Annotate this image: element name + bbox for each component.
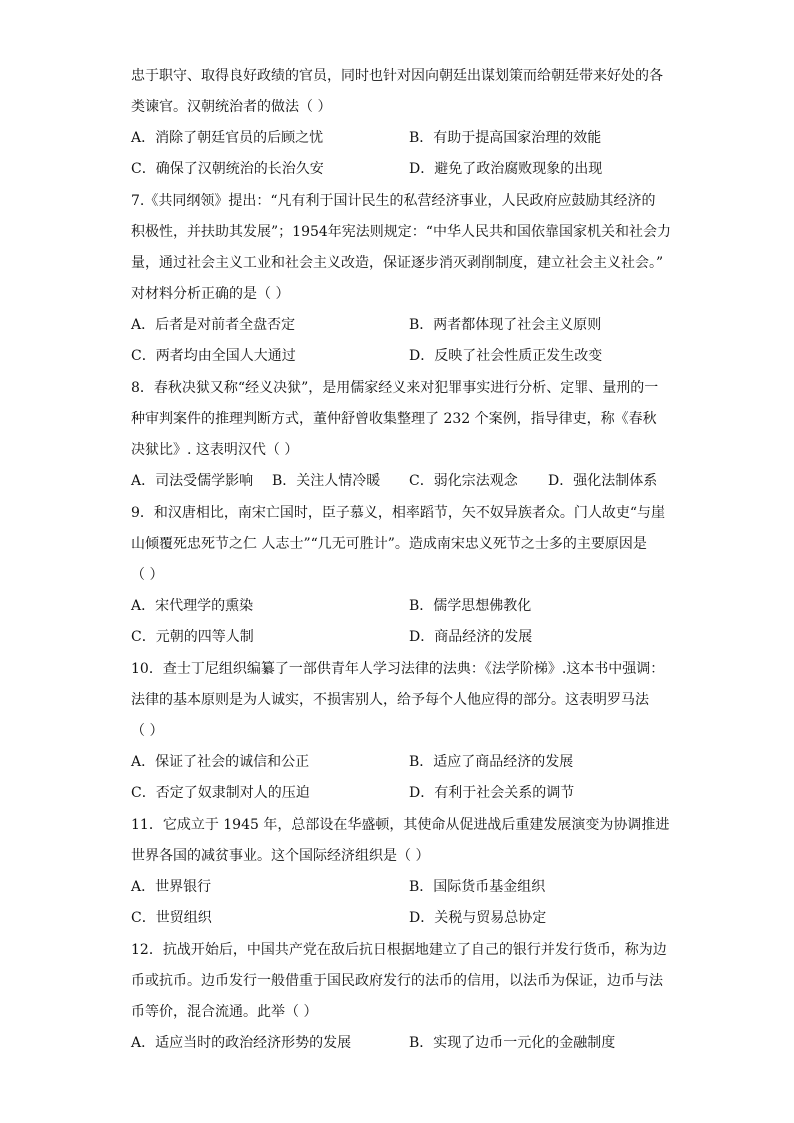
q7-option-c[interactable]: C．两者均由全国人大通过 (131, 348, 296, 364)
q8-option-c[interactable]: C．弱化宗法观念 (409, 473, 518, 489)
q10-option-a[interactable]: A．保证了社会的诚信和公正 (131, 754, 310, 770)
q6-option-b[interactable]: B．有助于提高国家治理的效能 (409, 130, 602, 146)
q7-stem-line-3: 量，通过社会主义工业和社会主义改造，保证逐步消灭剥削制度，建立社会主义社会。” (131, 255, 664, 271)
q10-stem-line-3: （ ） (131, 723, 164, 739)
q11-option-a[interactable]: A．世界银行 (131, 879, 212, 895)
q10-stem-line-2: 法律的基本原则是为人诚实，不损害别人，给予每个人他应得的部分。这表明罗马法 (131, 692, 649, 708)
q11-stem-line-1: 11．它成立于 1945 年，总部设在华盛顿，其使命从促进战后重建发展演变为协调推进 (131, 817, 670, 833)
q8-option-a[interactable]: A．司法受儒学影响 (131, 473, 254, 489)
q8-stem-line-1: 8．春秋决狱又称“经义决狱”，是用儒家经义来对犯罪事实进行分析、定罪、量刑的一 (131, 380, 659, 396)
q12-stem-line-2: 币或抗币。边币发行一般借重于国民政府发行的法币的信用，以法币为保证，边币与法 (131, 973, 663, 989)
q12-stem-line-1: 12．抗战开始后，中国共产党在敌后抗日根据地建立了自己的银行并发行货币，称为边 (131, 942, 667, 958)
q11-option-d[interactable]: D．关税与贸易总协定 (409, 910, 547, 926)
q8-stem-line-3: 决狱比》. 这表明汉代（ ） (131, 442, 299, 458)
q11-option-c[interactable]: C．世贸组织 (131, 910, 212, 926)
q9-stem-line-2: 山倾覆死忠死节之仁 人志士”“几无可胜计”。造成南宋忠义死节之士多的主要原因是 (131, 536, 647, 552)
q9-option-d[interactable]: D．商品经济的发展 (409, 629, 533, 645)
q10-option-c[interactable]: C．否定了奴隶制对人的压迫 (131, 785, 310, 801)
q6-option-a[interactable]: A．消除了朝廷官员的后顾之忧 (131, 130, 324, 146)
q9-stem-line-3: （ ） (131, 567, 164, 583)
q12-option-b[interactable]: B．实现了边币一元化的金融制度 (409, 1035, 616, 1051)
q7-option-b[interactable]: B．两者都体现了社会主义原则 (409, 317, 602, 333)
q9-option-b[interactable]: B．儒学思想佛教化 (409, 598, 532, 614)
q7-stem-line-4: 对材料分析正确的是（ ） (131, 286, 290, 302)
q12-option-a[interactable]: A．适应当时的政治经济形势的发展 (131, 1035, 352, 1051)
q6-option-d[interactable]: D．避免了政治腐败现象的出现 (409, 161, 603, 177)
q8-stem-line-2: 种审判案件的推理判断方式，董仲舒曾收集整理了 232 个案例，指导律吏，称《春秋 (131, 411, 657, 427)
q10-option-b[interactable]: B．适应了商品经济的发展 (409, 754, 574, 770)
q9-option-c[interactable]: C．元朝的四等人制 (131, 629, 254, 645)
q12-stem-line-3: 币等价，混合流通。此举（ ） (131, 1004, 318, 1020)
q6-option-c[interactable]: C．确保了汉朝统治的长治久安 (131, 161, 324, 177)
q7-option-d[interactable]: D．反映了社会性质正发生改变 (409, 348, 603, 364)
q6-stem-line-1: 忠于职守、取得良好政绩的官员，同时也针对因向朝廷出谋划策而给朝廷带来好处的各 (131, 68, 663, 84)
q7-option-a[interactable]: A．后者是对前者全盘否定 (131, 317, 296, 333)
q9-stem-line-1: 9．和汉唐相比，南宋亡国时，臣子慕义，相率蹈节，矢不奴异族者众。门人故吏“与崖 (131, 505, 666, 521)
q9-option-a[interactable]: A．宋代理学的熏染 (131, 598, 254, 614)
q6-stem-line-2: 类谏官。汉朝统治者的做法（ ） (131, 99, 332, 115)
q11-stem-line-2: 世界各国的减贫事业。这个国际经济组织是（ ） (131, 848, 430, 864)
q7-stem-line-2: 积极性，并扶助其发展”；1954年宪法则规定：“中华人民共和国依靠国家机关和社会力 (131, 224, 671, 240)
q8-option-d[interactable]: D．强化法制体系 (548, 473, 658, 489)
q11-option-b[interactable]: B．国际货币基金组织 (409, 879, 546, 895)
q7-stem-line-1: 7.《共同纲领》提出：“凡有利于国计民生的私营经济事业，人民政府应鼓励其经济的 (131, 193, 656, 209)
q10-option-d[interactable]: D．有利于社会关系的调节 (409, 785, 575, 801)
q10-stem-line-1: 10．查士丁尼组织编纂了一部供青年人学习法律的法典：《法学阶梯》.这本书中强调： (131, 661, 665, 677)
q8-option-b[interactable]: B．关注人情冷暖 (272, 473, 381, 489)
